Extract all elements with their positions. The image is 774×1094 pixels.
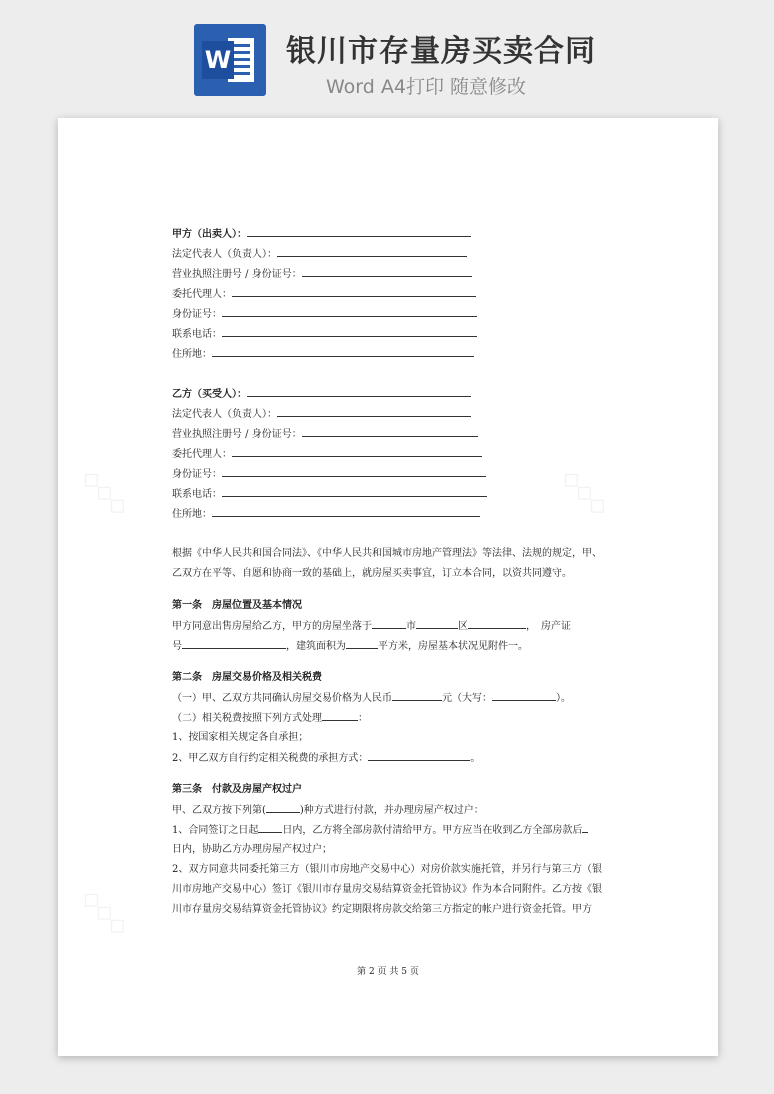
blank-field[interactable] <box>492 688 556 701</box>
blank-field[interactable] <box>277 244 467 257</box>
contract-body <box>172 224 602 920</box>
blank-field[interactable] <box>372 616 406 629</box>
blank-field[interactable] <box>416 616 458 629</box>
text: )种方式进行付款，并办理房屋产权过户： <box>299 805 484 816</box>
blank-field[interactable] <box>232 284 476 297</box>
blank-field[interactable] <box>582 820 588 833</box>
blank-field[interactable] <box>266 800 300 813</box>
party-b-row <box>172 484 602 504</box>
article-1-line <box>172 636 602 656</box>
blank-field[interactable] <box>232 444 482 457</box>
blank-field[interactable] <box>212 344 474 357</box>
field-label: 委托代理人： <box>172 289 232 300</box>
article-3-line <box>172 840 602 860</box>
blank-field[interactable] <box>247 384 471 397</box>
blank-field[interactable] <box>182 636 286 649</box>
text: 1、按国家相关规定各自承担； <box>172 732 309 743</box>
article-2-title: 第二条 房屋交易价格及相关税费 <box>172 672 322 683</box>
text: ，建筑面积为 <box>286 641 346 652</box>
text: ）。 <box>556 693 571 704</box>
field-label: 住所地： <box>172 349 212 360</box>
party-b-row <box>172 384 602 404</box>
field-label: 营业执照注册号 / 身份证号： <box>172 429 302 440</box>
text: 号 <box>172 641 182 652</box>
article-3-paragraph: 2、双方同意共同委托第三方（银川市房地产交易中心）对房价款实施托管，并另行与第三方（银川市房地产交易中心）签订《银川市存量房交易结算资金托管协议》作为本合同附件。乙方按《银川市存量房交易结算资金托管协议》约定期限将房款交给第三方指定的帐户进行资金托管。甲方 <box>172 864 602 915</box>
text: （二）相关税费按照下列方式处理 <box>172 713 322 724</box>
party-b-row <box>172 444 602 464</box>
blank-field[interactable] <box>222 484 487 497</box>
field-label: 营业执照注册号 / 身份证号： <box>172 269 302 280</box>
blank-field[interactable] <box>392 688 442 701</box>
party-b-row <box>172 424 602 444</box>
party-b-row <box>172 404 602 424</box>
text: 市 <box>406 621 416 632</box>
party-a-row <box>172 284 602 304</box>
document-page <box>58 118 718 1056</box>
header <box>0 0 774 110</box>
blank-field[interactable] <box>368 748 470 761</box>
blank-field[interactable] <box>222 464 486 477</box>
article-2-line <box>172 728 602 748</box>
party-a-title: 甲方（出卖人）： <box>172 229 247 240</box>
text: ， 房产证 <box>526 621 571 632</box>
party-b-row <box>172 464 602 484</box>
text: 2、甲乙双方自行约定相关税费的承担方式： <box>172 753 369 764</box>
blank-field[interactable] <box>322 708 358 721</box>
field-label: 身份证号： <box>172 309 222 320</box>
party-b-row <box>172 504 602 524</box>
text: ： <box>358 713 368 724</box>
field-label: 住所地： <box>172 509 212 520</box>
page-subtitle: Word A4打印 随意修改 <box>326 76 527 98</box>
blank-field[interactable] <box>222 304 477 317</box>
preamble: 根据《中华人民共和国合同法》、《中华人民共和国城市房地产管理法》等法律、法规的规定，甲、乙双方在平等、自愿和协商一致的基础上，就房屋买卖事宜，订立本合同，以资共同遵守。 <box>172 548 602 579</box>
word-icon <box>194 24 266 96</box>
watermark: ◇◇◇ <box>76 882 136 942</box>
text: 元（大写： <box>442 693 492 704</box>
blank-field[interactable] <box>346 636 378 649</box>
watermark: ◇◇◇ <box>76 462 136 522</box>
field-label: 法定代表人（负责人）： <box>172 409 277 420</box>
article-1-line <box>172 616 602 636</box>
party-b-title: 乙方（买受人）： <box>172 389 247 400</box>
article-3-line <box>172 820 602 840</box>
field-label: 身份证号： <box>172 469 222 480</box>
party-a-row <box>172 264 602 284</box>
blank-field[interactable] <box>468 616 526 629</box>
blank-field[interactable] <box>258 820 282 833</box>
article-2-line <box>172 688 602 708</box>
text: （一）甲、乙双方共同确认房屋交易价格为人民币 <box>172 693 392 704</box>
field-label: 委托代理人： <box>172 449 232 460</box>
party-a-row <box>172 304 602 324</box>
text: 。 <box>470 753 481 764</box>
field-label: 法定代表人（负责人）： <box>172 249 277 260</box>
article-3-line <box>172 800 602 820</box>
text: 甲方同意出售房屋给乙方，甲方的房屋坐落于 <box>172 621 372 632</box>
text: 日内，协助乙方办理房屋产权过户； <box>172 844 332 855</box>
blank-field[interactable] <box>277 404 471 417</box>
party-a-row <box>172 344 602 364</box>
text: 日内，乙方将全部房款付清给甲方。甲方应当在收到乙方全部房款后 <box>282 825 583 836</box>
party-a-row <box>172 224 602 244</box>
text: 1、合同签订之日起 <box>172 825 259 836</box>
page-footer: 第 2 页 共 5 页 <box>357 967 419 977</box>
word-letter: W <box>202 41 234 79</box>
article-1-title: 第一条 房屋位置及基本情况 <box>172 600 302 611</box>
party-a-row <box>172 244 602 264</box>
watermark: ◇◇◇ <box>556 462 616 522</box>
blank-field[interactable] <box>302 424 478 437</box>
blank-field[interactable] <box>247 224 471 237</box>
blank-field[interactable] <box>222 324 477 337</box>
party-a-row <box>172 324 602 344</box>
field-label: 联系电话： <box>172 329 222 340</box>
field-label: 联系电话： <box>172 489 222 500</box>
text: 平方米，房屋基本状况见附件一。 <box>378 641 528 652</box>
page-title: 银川市存量房买卖合同 <box>286 34 596 69</box>
blank-field[interactable] <box>302 264 472 277</box>
text: 甲、乙双方按下列第( <box>172 805 266 816</box>
article-3-title: 第三条 付款及房屋产权过户 <box>172 784 302 795</box>
article-2-line <box>172 748 602 768</box>
text: 区 <box>458 621 468 632</box>
blank-field[interactable] <box>212 504 480 517</box>
article-2-line <box>172 708 602 728</box>
